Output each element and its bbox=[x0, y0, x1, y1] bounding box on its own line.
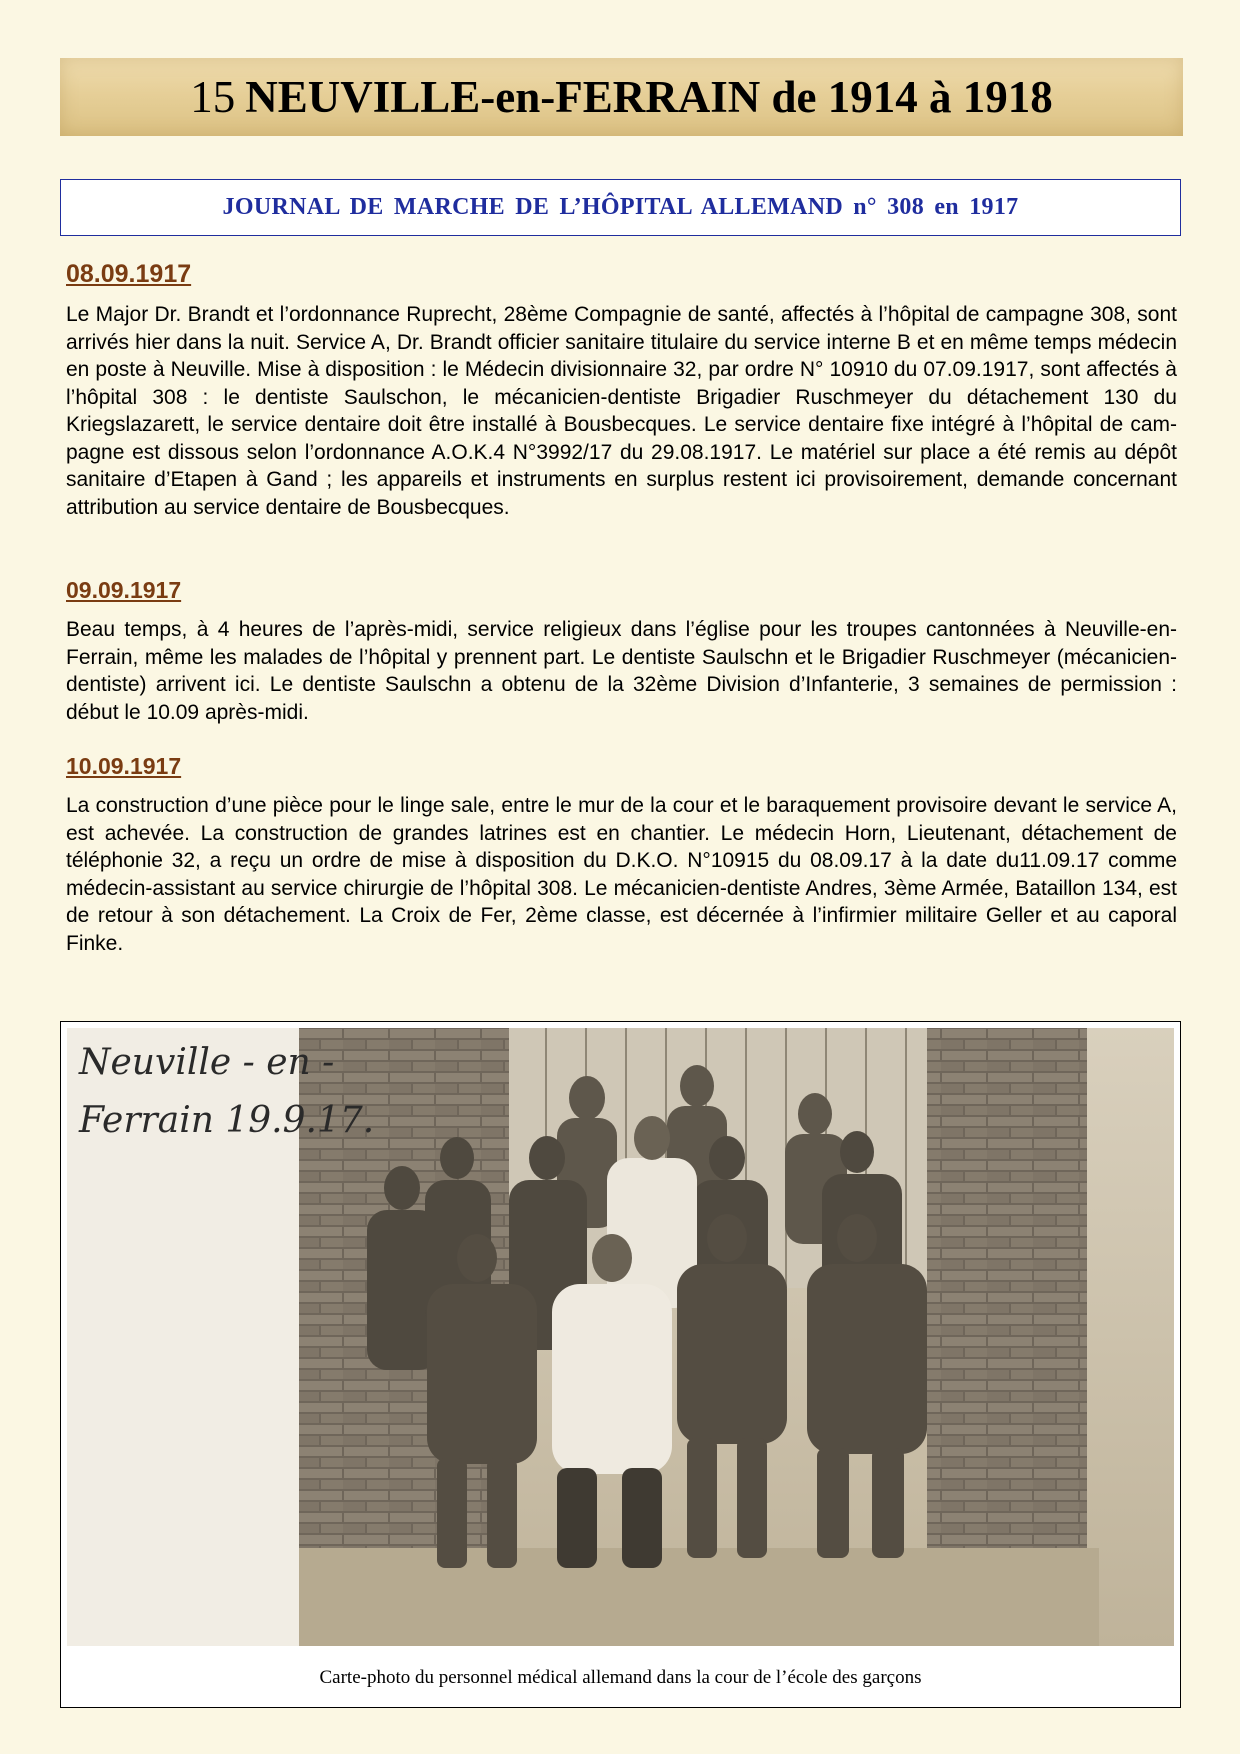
entry-date: 10.09.1917 bbox=[66, 753, 182, 779]
page-banner bbox=[60, 58, 1183, 136]
entry-date: 09.09.1917 bbox=[66, 577, 182, 603]
journal-entry bbox=[66, 258, 1177, 521]
chapter-number: 15 bbox=[190, 71, 236, 122]
handwritten-annotation bbox=[79, 1034, 374, 1150]
journal-entry bbox=[66, 752, 1177, 957]
photo-caption: Carte-photo du personnel médical allemand dans la cour de l’école des garçons bbox=[319, 1667, 922, 1688]
entry-text: Le Major Dr. Brandt et l’ordonnance Ruprecht, 28ème Compagnie de santé, affectés à l’hôpital de campagne 308, sont arrivés hier dans la nuit. Service A, Dr. Brandt officier sanitaire titulaire du service interne B et en même temps médecin en poste à Neuville. Mise à disposition : le Médecin divisionnaire 32, par ordre N° 10910 du 07.09.1917, sont affectés à l’hôpital 308 : le dentiste Saulschon, le mécanicien-dentiste Brigadier Ruschmeyer du détachement 130 du Kriegslazarett, le service dentaire doit être installé à Bousbecques. Le service dentaire fixe intégré à l’hôpital de campagne est dissous selon l’ordonnance A.O.K.4 N°3992/17 du 29.08.1917. Le matériel sur place a été remis au dépôt sanitaire d’Etapen à Gand ; les appareils et instruments en surplus restent ici provisoirement, demande concernant attribution au service dentaire de Bousbecques. bbox=[66, 303, 1177, 519]
journal-entry bbox=[66, 576, 1177, 726]
section-subtitle: JOURNAL DE MARCHE DE L’HÔPITAL ALLEMAND n° 308 en 1917 bbox=[60, 179, 1181, 236]
page-title: NEUVILLE-en-FERRAIN de 1914 à 1918 bbox=[245, 71, 1053, 122]
handwriting-line: Neuville - en - bbox=[79, 1042, 335, 1083]
entry-text: Beau temps, à 4 heures de l’après-midi, service religieux dans l’église pour les troupes cantonnées à Neuville-en-Ferrain, même les malades de l’hôpital y prennent part. Le dentiste Saulschn et le Brigadier Ruschmeyer (mécanicien-dentiste) arrivent ici. Le dentiste Saulschn a obtenu de la 32ème Division d’Infanterie, 3 semaines de permission : début le 10.09 après-midi. bbox=[66, 618, 1177, 724]
group-photograph bbox=[67, 1028, 1174, 1646]
handwriting-line: Ferrain 19.9.17. bbox=[79, 1100, 375, 1141]
entry-date: 08.09.1917 bbox=[66, 260, 192, 288]
photo-card bbox=[60, 1021, 1181, 1708]
entry-text: La construction d’une pièce pour le linge sale, entre le mur de la cour et le baraquement provisoire devant le service A, est achevée. La construction de grandes latrines est en chantier. Le médecin Horn, Lieutenant, détachement de téléphonie 32, a reçu un ordre de mise à disposition du D.K.O. N°10915 du 08.09.17 à la date du11.09.17 comme médecin-assistant au service chirurgie de l’hôpital 308. Le mécanicien-dentiste Andres, 3ème Armée, Bataillon 134, est de retour à son détachement. La Croix de Fer, 2ème classe, est décernée à l’infirmier militaire Geller et au caporal Finke. bbox=[66, 794, 1177, 955]
